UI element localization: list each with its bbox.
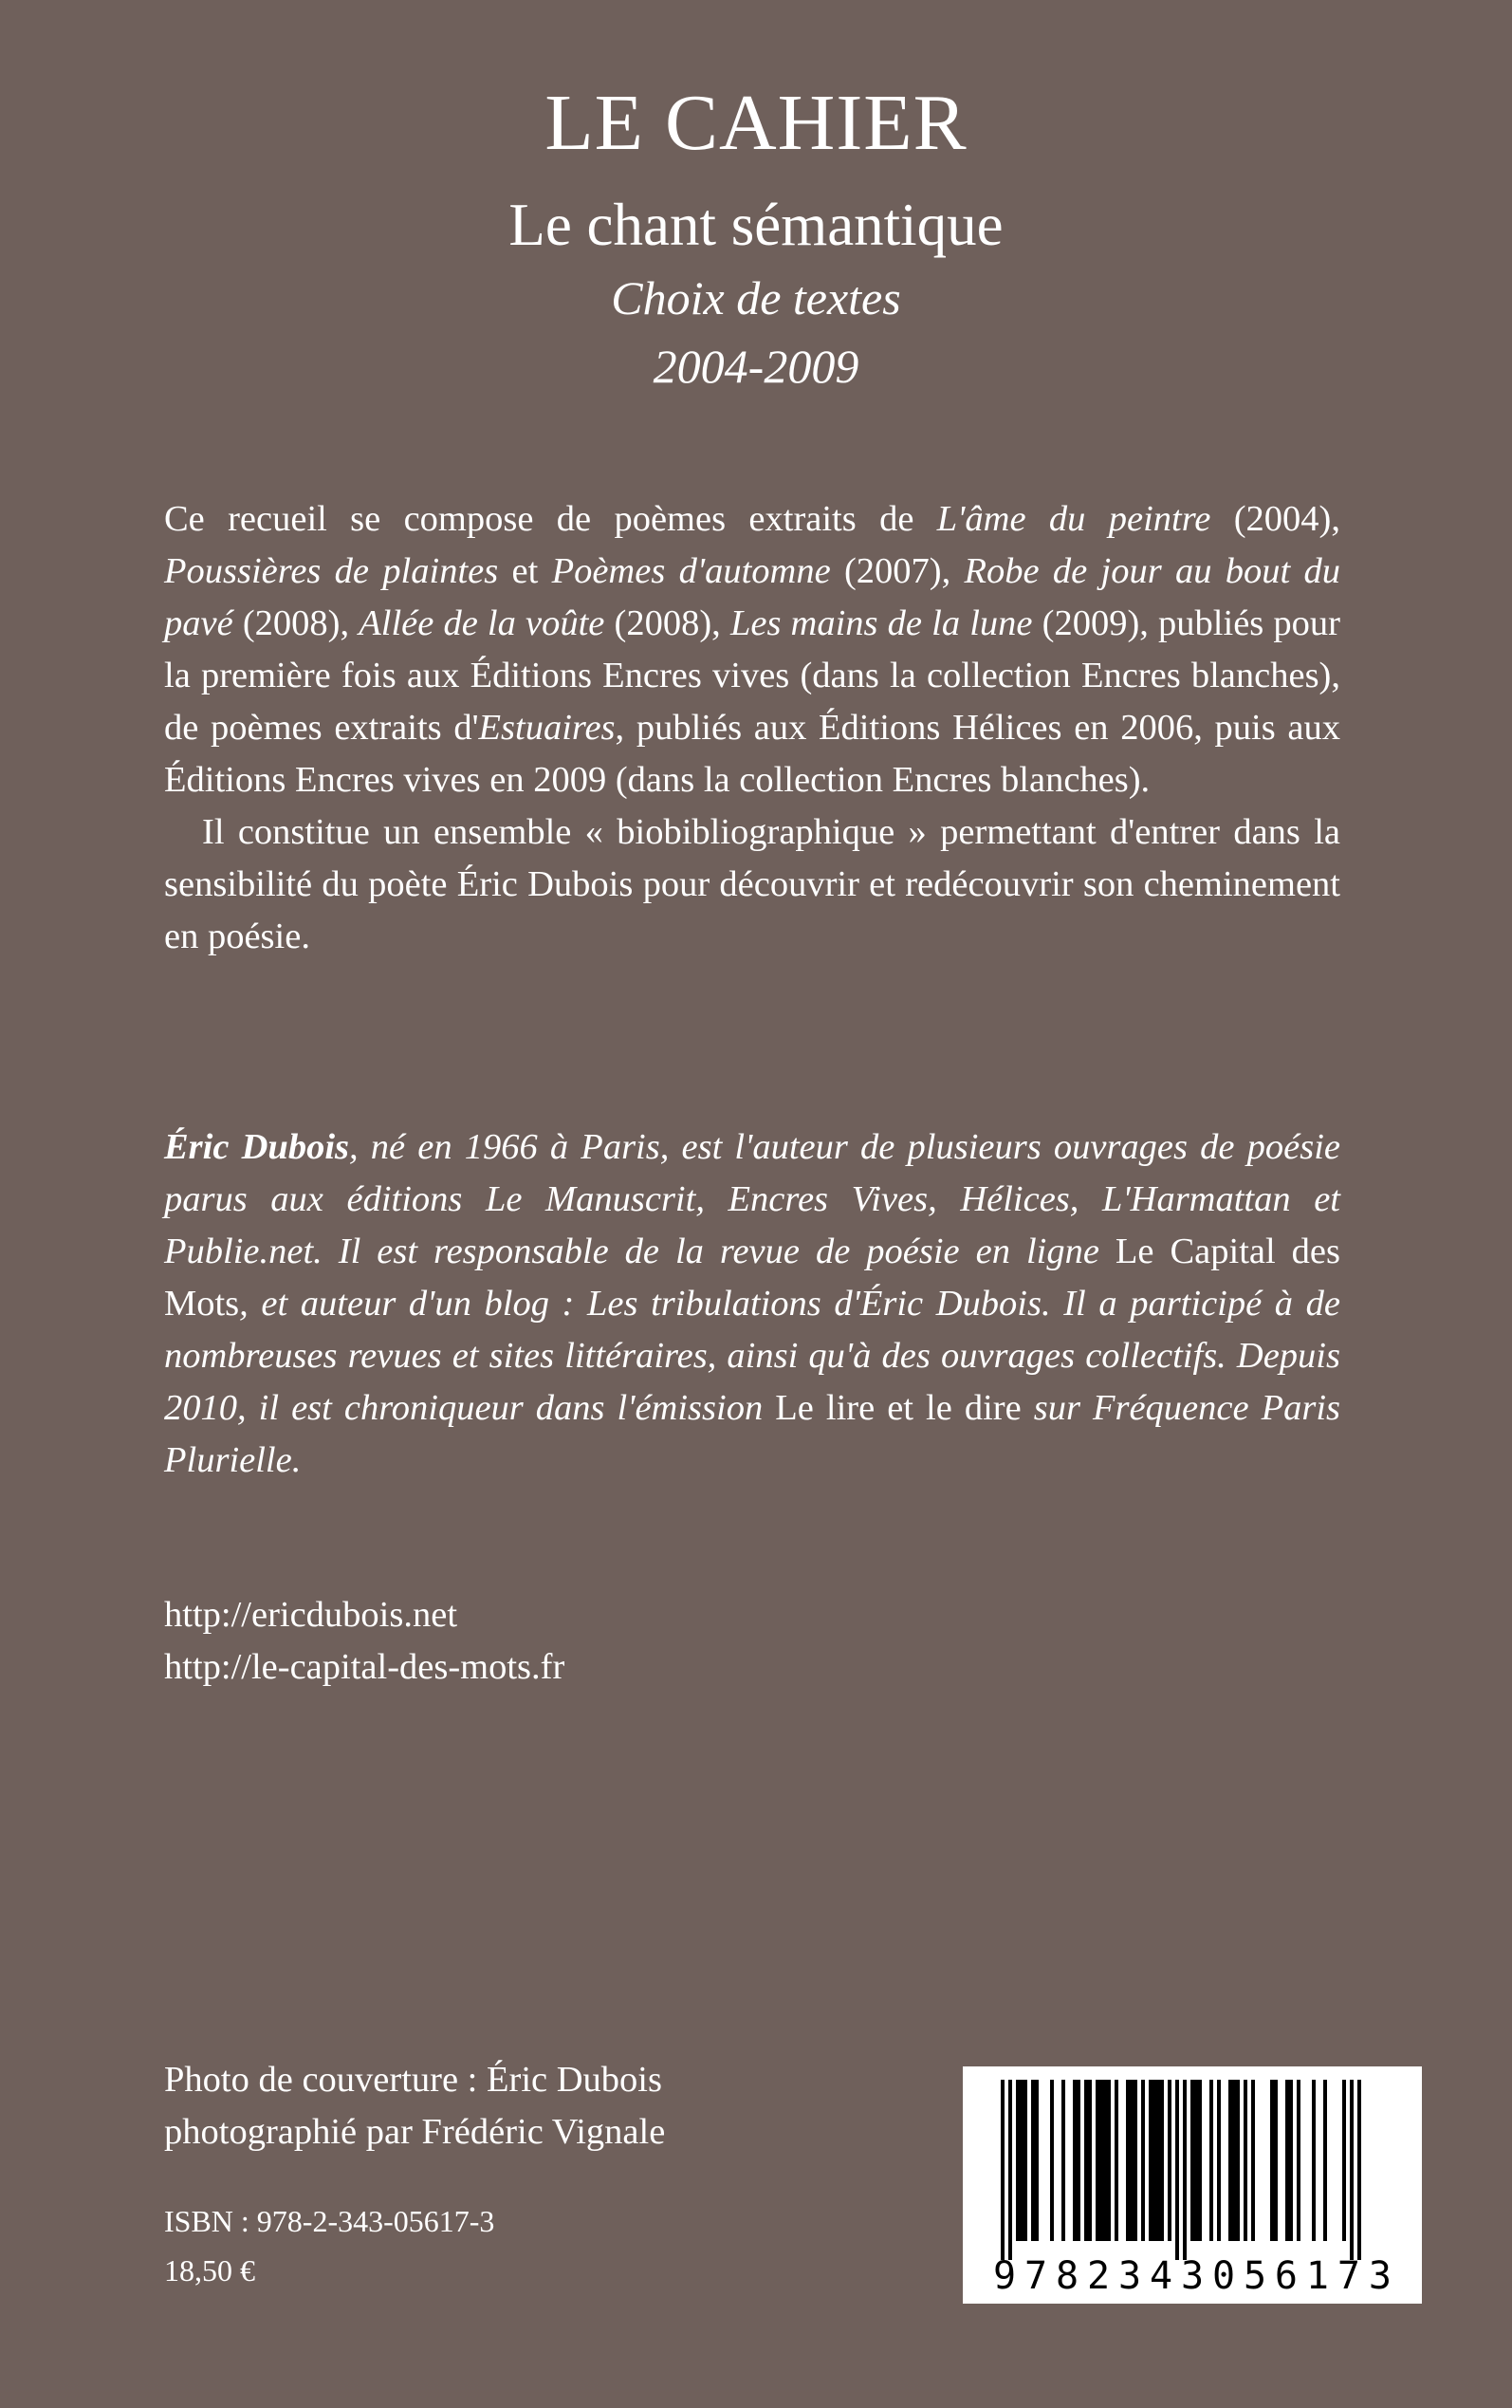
barcode-bar	[1107, 2080, 1111, 2241]
barcode-bar	[1099, 2080, 1103, 2241]
barcode-bar	[1126, 2080, 1130, 2241]
barcode-bar	[1141, 2080, 1145, 2241]
barcode-bar	[1183, 2080, 1187, 2260]
barcode-bar	[1251, 2080, 1255, 2241]
isbn-number: ISBN : 978-2-343-05617-3	[164, 2204, 495, 2238]
revue-website-link[interactable]: http://le-capital-des-mots.fr	[164, 1647, 565, 1687]
author-bio	[164, 1121, 1340, 1487]
barcode-bar	[1194, 2080, 1198, 2241]
barcode-bar	[1103, 2080, 1107, 2241]
barcode-bar	[1152, 2080, 1156, 2241]
barcode-bar	[1350, 2080, 1354, 2260]
synopsis-text-run: , publiés aux Éditions Hélices en 2006, puis aux Éditions Encres vives en 2009 (dans la collection Encres blanches).	[164, 708, 1340, 800]
barcode-bar	[1077, 2080, 1080, 2241]
photo-credit-line-1: Photo de couverture : Éric Dubois	[164, 2060, 662, 2100]
barcode-bar	[1149, 2080, 1152, 2241]
barcode-bar	[1160, 2080, 1164, 2241]
author-name: Éric Dubois	[164, 1127, 349, 1167]
barcode-digits: 9782343056173	[993, 2254, 1392, 2298]
synopsis-text-run: (2007),	[830, 551, 965, 591]
barcode-bar	[1198, 2080, 1202, 2241]
barcode-bar	[1084, 2080, 1088, 2241]
book-subtitle: Le chant sémantique	[508, 192, 1004, 258]
synopsis-text-run: (2004),	[1210, 499, 1340, 539]
bio-text-run: sur Fréquence Paris Plurielle.	[164, 1388, 1341, 1480]
synopsis-text-run: (2008),	[604, 603, 730, 643]
book-title-reference: Poussières de plaintes	[164, 551, 499, 591]
barcode-bar	[1156, 2080, 1160, 2241]
barcode-bar	[1061, 2080, 1065, 2241]
barcode-bar	[1050, 2080, 1054, 2241]
barcode-bar	[1020, 2080, 1023, 2241]
barcode-bar	[1073, 2080, 1077, 2241]
book-title-reference: Estuaires	[478, 708, 616, 748]
photo-credit-line-2: photographié par Frédéric Vignale	[164, 2112, 666, 2152]
synopsis	[164, 493, 1340, 963]
barcode-bar	[1312, 2080, 1316, 2241]
barcode-bar	[1285, 2080, 1289, 2241]
barcode-graphic	[963, 2066, 1422, 2304]
barcode-bar	[1342, 2080, 1346, 2241]
barcode-bar	[1190, 2080, 1194, 2241]
barcode-bar	[1088, 2080, 1092, 2241]
barcode-bar	[1244, 2080, 1247, 2241]
book-series-title: LE CAHIER	[544, 79, 968, 167]
barcode-bar	[1217, 2080, 1221, 2241]
barcode-bar	[1209, 2080, 1213, 2241]
author-website-link[interactable]: http://ericdubois.net	[164, 1595, 458, 1635]
barcode-bar	[1168, 2080, 1171, 2241]
barcode	[963, 2066, 1422, 2304]
barcode-bar	[1236, 2080, 1240, 2241]
price: 18,50 €	[164, 2253, 255, 2288]
book-title-reference: Robe de jour au bout du pavé	[164, 551, 1340, 643]
book-title-reference: Poèmes d'automne	[551, 551, 831, 591]
barcode-bar	[1023, 2080, 1027, 2241]
synopsis-text-run: (2009), publiés pour la première fois aux Éditions Encres vives (dans la collection Encres blanches), de poèmes extraits d'	[164, 603, 1340, 748]
barcode-bar	[1175, 2080, 1179, 2260]
barcode-bar	[1130, 2080, 1134, 2241]
synopsis-text-run: et	[498, 551, 552, 591]
barcode-bar	[1289, 2080, 1293, 2241]
barcode-bar	[1228, 2080, 1232, 2241]
barcode-bar	[1297, 2080, 1300, 2241]
title-block	[0, 79, 1512, 393]
barcode-bar	[1008, 2080, 1012, 2260]
isbn-price-block	[164, 2196, 494, 2295]
photo-credits	[164, 2054, 665, 2158]
book-title-reference: Allée de la voûte	[359, 603, 605, 643]
bio-title-reference: Le lire et le dire	[775, 1388, 1022, 1428]
links-block	[164, 1589, 564, 1694]
bio-title-reference: Le Capital des Mots	[164, 1232, 1340, 1324]
book-title-reference: Les mains de la lune	[729, 603, 1033, 643]
barcode-bar	[1274, 2080, 1278, 2241]
barcode-bar	[1016, 2080, 1020, 2241]
synopsis-paragraph-2: Il constitue un ensemble « biobibliographique » permettant d'entrer dans la sensibilité du poète Éric Dubois pour découvrir et redécouvrir son cheminement en poésie.	[164, 812, 1340, 956]
barcode-bar	[1031, 2080, 1035, 2241]
bio-text-run: , et auteur d'un blog : Les tribulations d'Éric Dubois. Il a participé à de nombreuses revues et sites littéraires, ainsi qu'à des ouvrages collectifs. Depuis 2010, il est chroniqueur dans l'émission	[164, 1284, 1340, 1428]
synopsis-text-run: Ce recueil se compose de poèmes extraits de	[164, 499, 937, 539]
barcode-bar	[1001, 2080, 1005, 2260]
barcode-bar	[1323, 2080, 1327, 2241]
barcode-bar	[1232, 2080, 1236, 2241]
barcode-bar	[1096, 2080, 1099, 2241]
book-years: 2004-2009	[653, 340, 859, 393]
book-title-reference: L'âme du peintre	[936, 499, 1211, 539]
bio-text-run: , né en 1966 à Paris, est l'auteur de plusieurs ouvrages de poésie parus aux éditions Le Manuscrit, Encres Vives, Hélices, L'Harmattan et Publie.net. Il est responsable de la revue de poésie en ligne	[164, 1127, 1340, 1271]
barcode-bar	[1035, 2080, 1039, 2241]
barcode-bar	[1115, 2080, 1118, 2241]
synopsis-paragraph-1	[164, 493, 1340, 806]
book-selection-label: Choix de textes	[611, 271, 901, 324]
synopsis-text-run: (2008),	[232, 603, 360, 643]
barcode-bar	[1270, 2080, 1274, 2241]
author-bio-paragraph	[164, 1121, 1340, 1487]
barcode-bar	[1134, 2080, 1137, 2241]
barcode-bar	[1357, 2080, 1361, 2260]
